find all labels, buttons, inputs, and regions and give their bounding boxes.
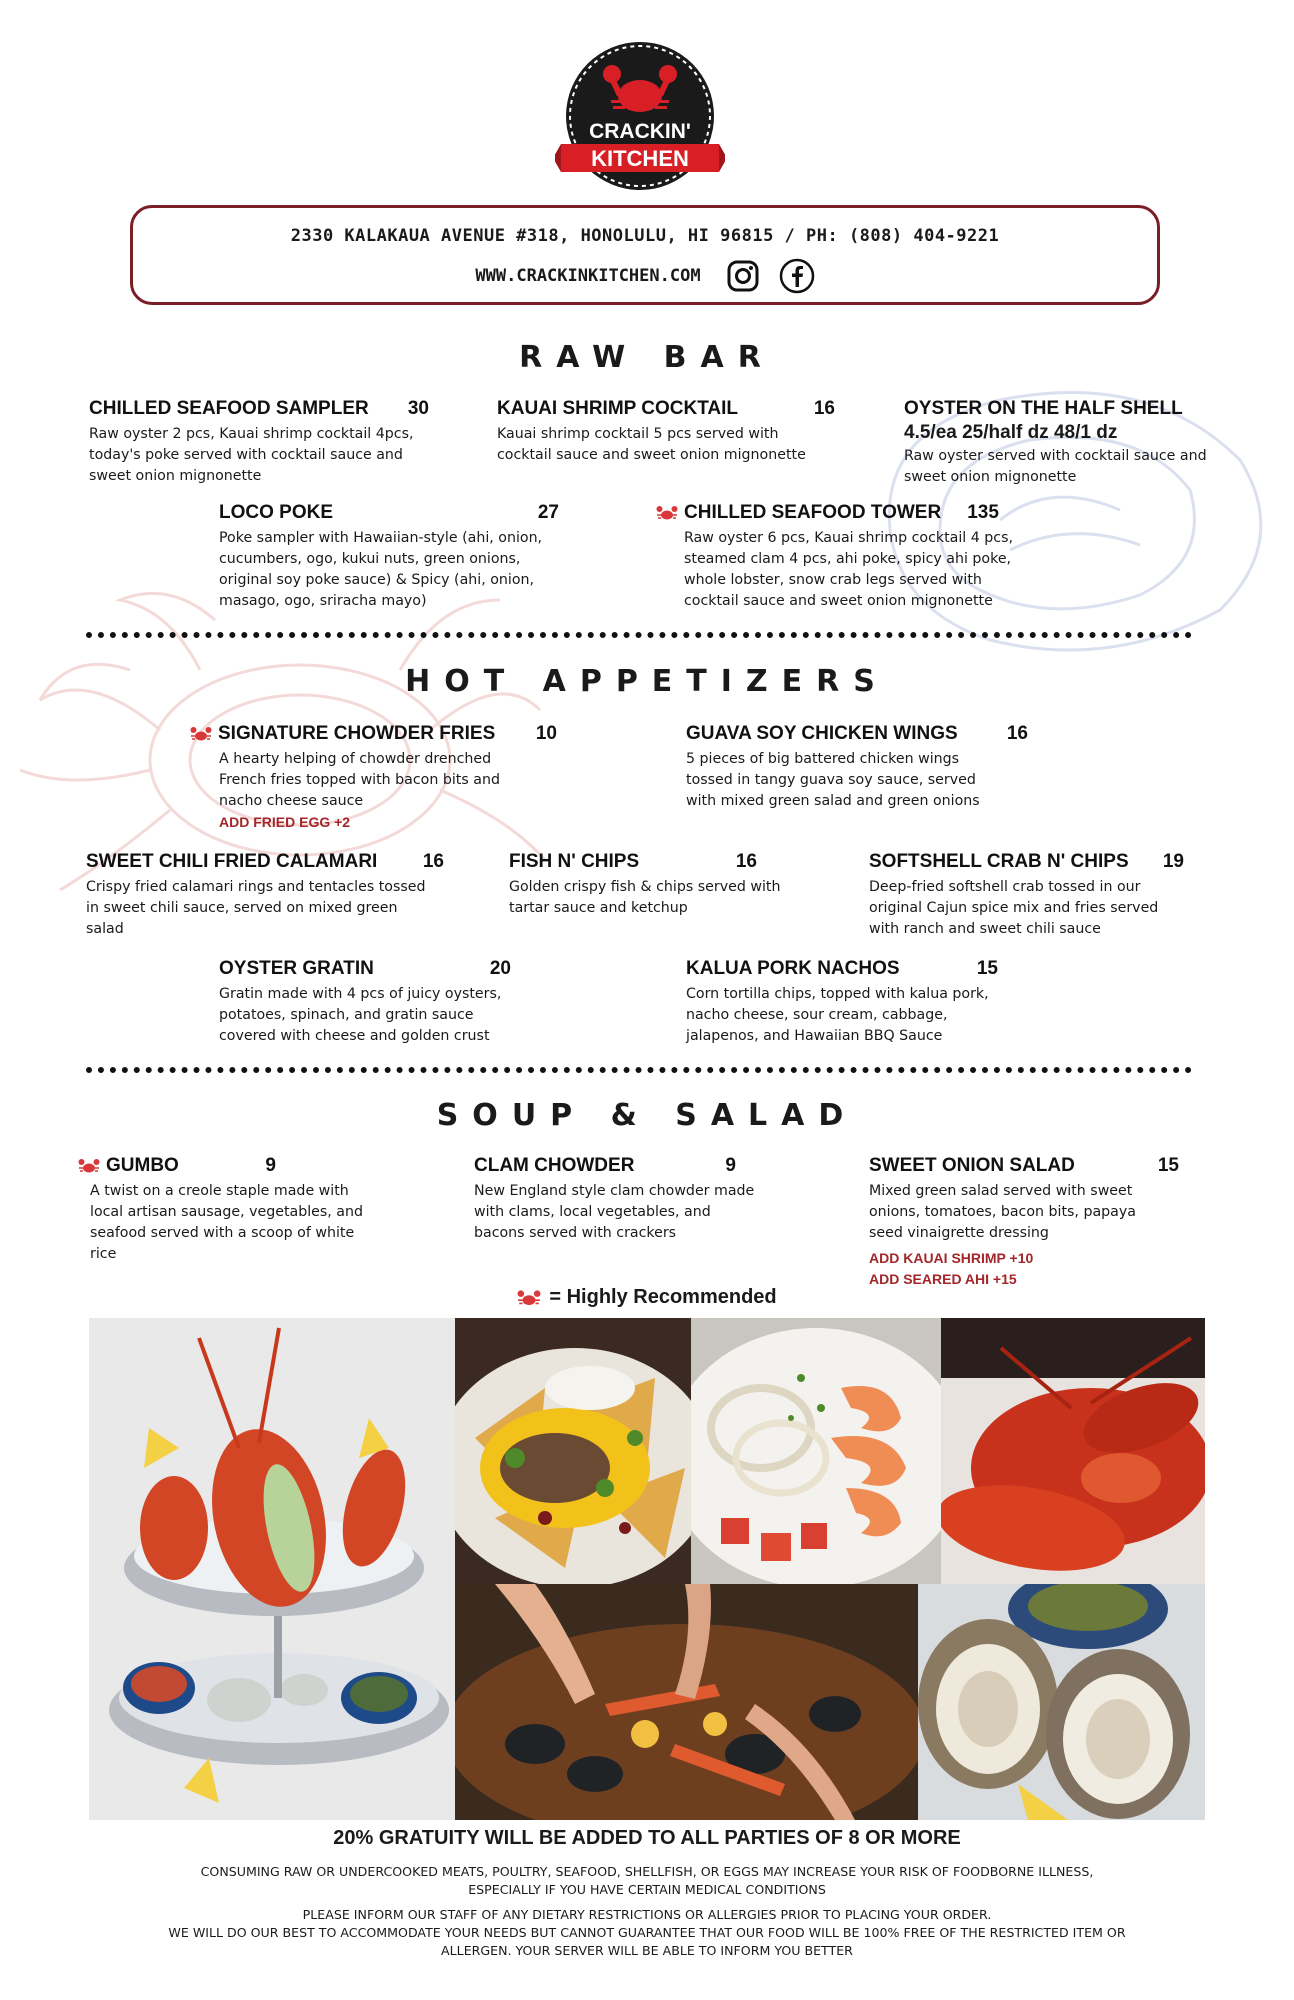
- contact-info-box: [130, 205, 1160, 305]
- item-description: New England style clam chowder made with clams, local vegetables, and bacons served with crackers: [474, 1183, 755, 1241]
- item-price: 16: [422, 851, 444, 872]
- item-name: GUAVA SOY CHICKEN WINGS: [686, 723, 958, 744]
- menu-item-oyster-gratin: [219, 958, 511, 1047]
- lobster-photo: [941, 1318, 1205, 1584]
- allergy-notice-line-2: WE WILL DO OUR BEST TO ACCOMMODATE YOUR NEEDS BUT CANNOT GUARANTEE THAT OUR FOOD WILL BE 100% FREE OF THE RESTRICTED ITEM OR: [168, 1925, 1126, 1940]
- item-description: Raw oyster 2 pcs, Kauai shrimp cocktail 4pcs, today's poke served with cocktail sauce and sweet onion mignonette: [89, 426, 414, 484]
- item-description: Gratin made with 4 pcs of juicy oysters, potatoes, spinach, and gratin sauce covered with cheese and golden crust: [219, 986, 502, 1044]
- item-addon: ADD FRIED EGG +2: [219, 814, 351, 830]
- recommended-crab-icon: [78, 1158, 100, 1174]
- seafood-boil-photo: [455, 1584, 918, 1820]
- recommended-legend: [0, 1286, 1294, 1309]
- menu-item-loco-poke: [219, 502, 559, 612]
- item-name: SOFTSHELL CRAB N' CHIPS: [869, 851, 1129, 872]
- item-name: CHILLED SEAFOOD TOWER: [684, 502, 942, 523]
- crackin-kitchen-logo: [555, 38, 725, 198]
- gratuity-notice: 20% GRATUITY WILL BE ADDED TO ALL PARTIES OF 8 OR MORE: [333, 1827, 961, 1849]
- svg-text:CRACKIN': CRACKIN': [589, 120, 691, 143]
- item-description: Golden crispy fish & chips served with tartar sauce and ketchup: [509, 879, 781, 916]
- section-title-raw-bar: RAW BAR: [519, 340, 775, 375]
- menu-item-gumbo: [78, 1155, 363, 1265]
- section-divider: [86, 1067, 1192, 1073]
- item-price: 16: [813, 398, 835, 419]
- menu-item-chilled-seafood-tower: [656, 502, 1030, 612]
- menu-item-softshell-crab-n-chips: [869, 851, 1184, 940]
- item-price: 27: [537, 502, 559, 523]
- menu-item-fish-n-chips: [509, 851, 781, 919]
- recommended-crab-icon: [190, 726, 212, 742]
- item-price: 16: [1006, 723, 1028, 744]
- item-name: KAUAI SHRIMP COCKTAIL: [497, 398, 739, 419]
- menu-item-sweet-onion-salad: [869, 1155, 1179, 1290]
- item-name: FISH N' CHIPS: [509, 851, 640, 872]
- menu-item-sweet-chili-fried-calamari: [86, 851, 444, 940]
- item-addon: ADD SEARED AHI +15: [869, 1271, 1017, 1287]
- item-description: Poke sampler with Hawaiian-style (ahi, onion, cucumbers, ogo, kukui nuts, green onions, original soy poke sauce) & Spicy (ahi, onion, masago, ogo, sriracha mayo): [219, 530, 543, 609]
- item-description: Deep-fried softshell crab tossed in our original Cajun spice mix and fries served with ranch and sweet chili sauce: [869, 879, 1159, 937]
- legend-text: = Highly Recommended: [549, 1286, 777, 1308]
- item-price: 9: [265, 1155, 276, 1176]
- item-name: OYSTER ON THE HALF SHELL: [904, 398, 1183, 419]
- menu-item-clam-chowder: [474, 1155, 755, 1244]
- item-description: Kauai shrimp cocktail 5 pcs served with cocktail sauce and sweet onion mignonette: [497, 426, 806, 463]
- instagram-icon[interactable]: [725, 258, 761, 294]
- allergy-notice-line-1: PLEASE INFORM OUR STAFF OF ANY DIETARY RESTRICTIONS OR ALLERGIES PRIOR TO PLACING YOUR ORDER.: [302, 1907, 992, 1922]
- item-description: Raw oyster 6 pcs, Kauai shrimp cocktail 4 pcs, steamed clam 4 pcs, ahi poke, spicy ahi poke, whole lobster, snow crab legs served with cocktail sauce and sweet onion mignonette: [684, 530, 1013, 609]
- food-safety-warning-line-2: ESPECIALLY IF YOU HAVE CERTAIN MEDICAL CONDITIONS: [468, 1882, 826, 1897]
- item-name: OYSTER GRATIN: [219, 958, 374, 979]
- item-price: 4.5/ea 25/half dz 48/1 dz: [904, 422, 1118, 443]
- menu-item-kalua-pork-nachos: [686, 958, 998, 1047]
- item-description: Mixed green salad served with sweet onions, tomatoes, bacon bits, papaya seed vinaigrette dressing: [869, 1183, 1136, 1241]
- section-divider: [86, 632, 1192, 638]
- item-price: 15: [976, 958, 998, 979]
- item-price: 10: [535, 723, 557, 744]
- item-name: GUMBO: [106, 1155, 179, 1176]
- item-addon: ADD KAUAI SHRIMP +10: [869, 1250, 1034, 1266]
- item-name: CLAM CHOWDER: [474, 1155, 635, 1176]
- item-description: A twist on a creole staple made with local artisan sausage, vegetables, and seafood served with a scoop of white rice: [90, 1183, 363, 1262]
- menu-item-chilled-seafood-sampler: [89, 398, 429, 487]
- item-price: 19: [1162, 851, 1184, 872]
- item-name: KALUA PORK NACHOS: [686, 958, 900, 979]
- item-name: CHILLED SEAFOOD SAMPLER: [89, 398, 369, 419]
- item-price: 9: [725, 1155, 736, 1176]
- item-name: SWEET CHILI FRIED CALAMARI: [86, 851, 378, 872]
- website-link[interactable]: WWW.CRACKINKITCHEN.COM: [475, 266, 701, 286]
- allergy-notice-line-3: ALLERGEN. YOUR SERVER WILL BE ABLE TO INFORM YOU BETTER: [441, 1943, 853, 1958]
- address-phone: 2330 KALAKAUA AVENUE #318, HONOLULU, HI 96815 / PH: (808) 404-9221: [290, 226, 1000, 246]
- facebook-icon[interactable]: [779, 258, 815, 294]
- item-description: Corn tortilla chips, topped with kalua pork, nacho cheese, sour cream, cabbage, jalapenos, and Hawaiian BBQ Sauce: [686, 986, 989, 1044]
- recommended-crab-icon: [517, 1289, 541, 1307]
- item-description: A hearty helping of chowder drenched French fries topped with bacon bits and nacho cheese sauce: [219, 751, 500, 809]
- section-title-hot-appetizers: HOT APPETIZERS: [405, 664, 889, 699]
- item-price: 16: [735, 851, 757, 872]
- seafood-tower-photo: [89, 1318, 455, 1820]
- menu-item-guava-soy-chicken-wings: [686, 723, 1028, 812]
- item-name: SIGNATURE CHOWDER FRIES: [218, 723, 496, 744]
- item-price: 15: [1157, 1155, 1179, 1176]
- section-title-soup-salad: SOUP & SALAD: [436, 1098, 858, 1133]
- item-name: LOCO POKE: [219, 502, 334, 523]
- shrimp-salad-photo: [691, 1318, 941, 1584]
- item-name: SWEET ONION SALAD: [869, 1155, 1075, 1176]
- menu-item-oyster-half-shell: [904, 398, 1214, 488]
- food-safety-warning-line-1: CONSUMING RAW OR UNDERCOOKED MEATS, POULTRY, SEAFOOD, SHELLFISH, OR EGGS MAY INCREASE YOUR RISK OF FOODBORNE ILLNESS,: [200, 1864, 1094, 1879]
- item-price: 20: [489, 958, 511, 979]
- recommended-crab-icon: [656, 505, 678, 521]
- menu-item-signature-chowder-fries: [190, 723, 557, 833]
- kalua-pork-nachos-photo: [455, 1318, 691, 1584]
- item-description: Crispy fried calamari rings and tentacles tossed in sweet chili sauce, served on mixed green salad: [86, 879, 426, 937]
- item-description: 5 pieces of big battered chicken wings tossed in tangy guava soy sauce, served with mixed green salad and green onions: [686, 751, 980, 809]
- item-price: 30: [407, 398, 429, 419]
- item-price: 135: [967, 502, 999, 523]
- svg-text:KITCHEN: KITCHEN: [591, 146, 689, 171]
- menu-item-kauai-shrimp-cocktail: [497, 398, 835, 466]
- oysters-photo: [918, 1584, 1205, 1820]
- item-description: Raw oyster served with cocktail sauce and sweet onion mignonette: [904, 448, 1207, 485]
